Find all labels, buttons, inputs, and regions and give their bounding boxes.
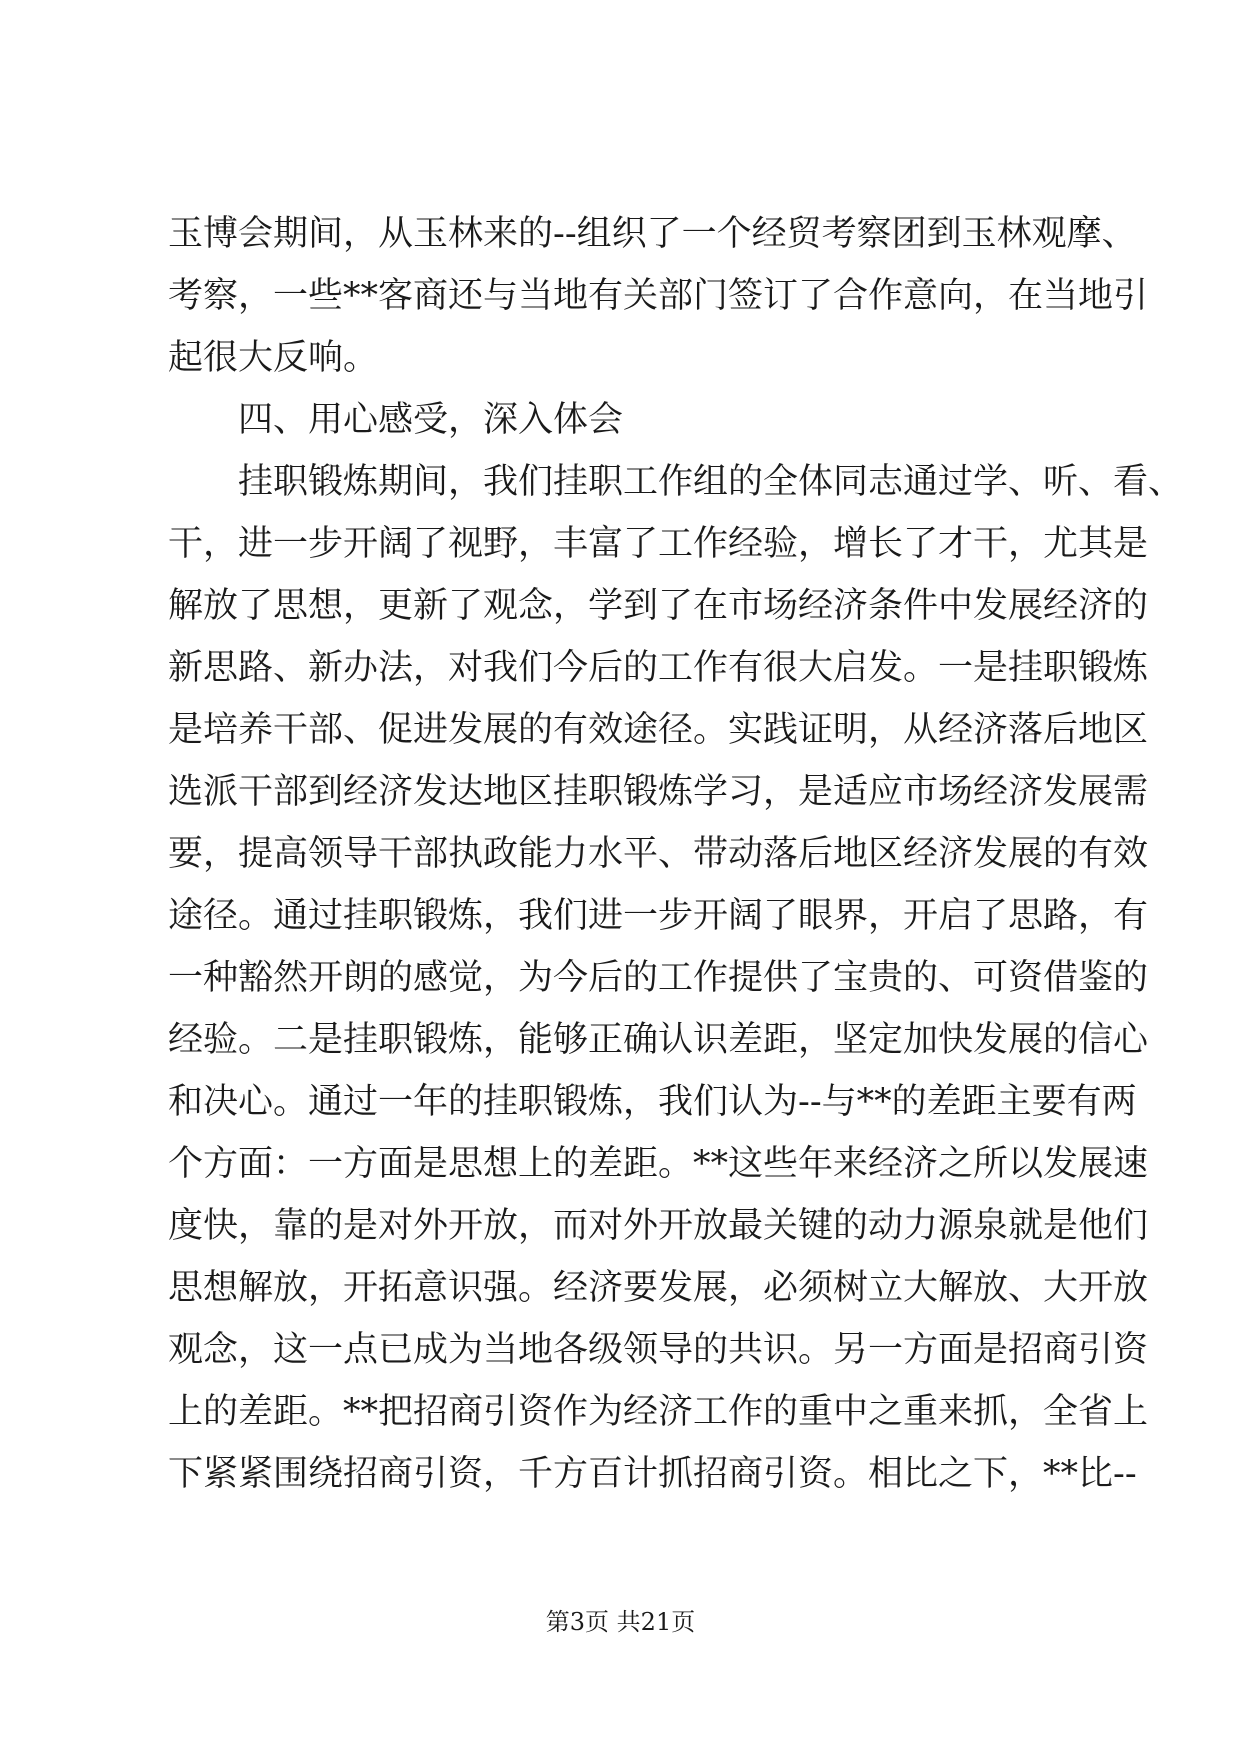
text-line: 一种豁然开朗的感觉，为今后的工作提供了宝贵的、可资借鉴的 [168,958,1149,998]
text-line: 选派干部到经济发达地区挂职锻炼学习，是适应市场经济发展需 [168,772,1149,812]
text-line: 考察，一些**客商还与当地有关部门签订了合作意向，在当地引 [168,276,1149,316]
text-line: 玉博会期间，从玉林来的--组织了一个经贸考察团到玉林观摩、 [168,214,1137,254]
text-line: 是培养干部、促进发展的有效途径。实践证明，从经济落后地区 [168,710,1149,750]
text-line: 度快，靠的是对外开放，而对外开放最关键的动力源泉就是他们 [168,1206,1149,1246]
text-line: 观念，这一点已成为当地各级领导的共识。另一方面是招商引资 [168,1330,1149,1370]
text-line: 起很大反响。 [168,338,379,378]
page-number-footer: 第3页 共21页 [545,1608,696,1636]
text-line: 途径。通过挂职锻炼，我们进一步开阔了眼界，开启了思路，有 [168,896,1149,936]
document-body [168,203,1184,1505]
text-line: 个方面：一方面是思想上的差距。**这些年来经济之所以发展速 [168,1144,1149,1184]
text-line: 和决心。通过一年的挂职锻炼，我们认为--与**的差距主要有两 [168,1082,1137,1122]
text-line: 上的差距。**把招商引资作为经济工作的重中之重来抓，全省上 [168,1392,1149,1432]
text-line: 新思路、新办法，对我们今后的工作有很大启发。一是挂职锻炼 [168,648,1149,688]
text-line: 思想解放，开拓意识强。经济要发展，必须树立大解放、大开放 [168,1268,1149,1308]
text-line: 挂职锻炼期间，我们挂职工作组的全体同志通过学、听、看、 [238,462,1184,502]
text-line: 干，进一步开阔了视野，丰富了工作经验，增长了才干，尤其是 [168,524,1149,564]
text-line: 要，提高领导干部执政能力水平、带动落后地区经济发展的有效 [168,834,1149,874]
text-line: 下紧紧围绕招商引资，千方百计抓招商引资。相比之下，**比-- [168,1454,1137,1494]
text-line: 解放了思想，更新了观念，学到了在市场经济条件中发展经济的 [168,586,1149,626]
text-line: 经验。二是挂职锻炼，能够正确认识差距，坚定加快发展的信心 [168,1020,1149,1060]
section-heading: 四、用心感受，深入体会 [238,400,624,440]
